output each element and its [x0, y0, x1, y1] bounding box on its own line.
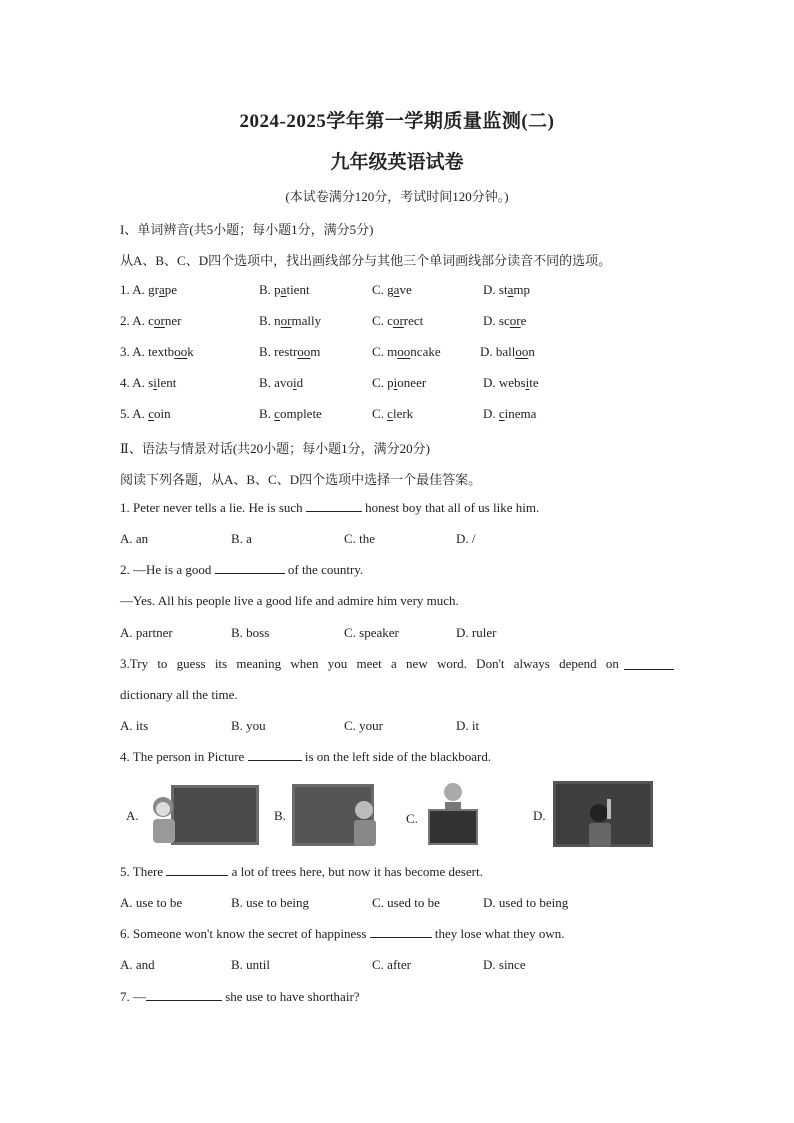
option: C. gave: [372, 282, 412, 297]
answer-blank: [248, 749, 302, 761]
picture-label-a: A.: [126, 808, 139, 823]
picture-label-c: C.: [406, 811, 418, 826]
page-subtitle: 九年级英语试卷: [330, 152, 464, 173]
question-2: 2. —He is a good of the country.: [120, 562, 364, 577]
option: A. use to be: [120, 895, 183, 910]
question: 3. A. textbook: [120, 344, 194, 359]
student-writing-icon: [583, 799, 623, 849]
option: A. partner: [120, 625, 173, 640]
exam-note: (本试卷满分120分，考试时间120分钟。): [285, 189, 509, 204]
option: B. a: [231, 531, 252, 546]
option: B. complete: [259, 406, 322, 421]
question: 5. A. coin: [120, 406, 171, 421]
option: C. the: [344, 531, 376, 546]
option: B. patient: [259, 282, 310, 297]
option: C. correct: [372, 313, 424, 328]
question: 1. A. grape: [120, 282, 178, 297]
answer-blank: [166, 864, 228, 876]
option: D. cinema: [483, 406, 537, 421]
option: B. use to being: [231, 895, 309, 910]
option: A. an: [120, 531, 149, 546]
option: B. avoid: [259, 375, 304, 390]
option: D. stamp: [483, 282, 530, 297]
answer-blank: [215, 562, 285, 574]
section1-heading: I、单词辨音(共5小题；每小题1分，满分5分): [120, 222, 374, 237]
answer-blank: [306, 500, 362, 512]
option: C. pioneer: [372, 375, 427, 390]
section2-heading: Ⅱ、语法与情景对话(共20小题；每小题1分，满分20分): [120, 441, 430, 456]
option: C. clerk: [372, 406, 414, 421]
option: B. until: [231, 957, 271, 972]
man-holding-board-icon: [423, 780, 483, 850]
option: C. used to be: [372, 895, 440, 910]
picture-a: [145, 785, 260, 847]
answer-blank: [370, 926, 432, 938]
option: D. balloon: [480, 344, 535, 359]
option: C. after: [372, 957, 411, 972]
option: A. its: [120, 718, 149, 733]
question: 2. A. corner: [120, 313, 182, 328]
picture-c: [423, 780, 483, 850]
option: B. restroom: [259, 344, 321, 359]
question-3: 3.Try to guess its meaning when you meet a new word. Don't always depend on: [120, 656, 619, 671]
question-6: 6. Someone won't know the secret of happiness they lose what they own.: [120, 926, 565, 941]
question-4: 4. The person in Picture is on the left side of the blackboard.: [120, 749, 492, 764]
question-1: 1. Peter never tells a lie. He is such honest boy that all of us like him.: [120, 500, 540, 515]
girl-icon: [145, 785, 185, 847]
question-5: 5. There a lot of trees here, but now it has become desert.: [120, 864, 483, 879]
picture-b: [292, 784, 376, 848]
option: B. boss: [231, 625, 270, 640]
option: C. speaker: [344, 625, 399, 640]
answer-blank: [624, 658, 674, 670]
answer-blank: [146, 989, 222, 1001]
option: B. normally: [259, 313, 322, 328]
question-7: 7. — she use to have shorthair?: [120, 989, 360, 1004]
section2-instruction: 阅读下列各题，从A、B、C、D四个选项中选择一个最佳答案。: [120, 472, 482, 487]
option: D. /: [456, 531, 476, 546]
picture-label-b: B.: [274, 808, 286, 823]
option: C. your: [344, 718, 383, 733]
option: B. you: [231, 718, 266, 733]
person-icon: [352, 798, 382, 848]
option: D. ruler: [456, 625, 497, 640]
question-3-cont: dictionary all the time.: [120, 687, 238, 702]
option: D. score: [483, 313, 527, 328]
option: D. used to being: [483, 895, 569, 910]
option: D. website: [483, 375, 539, 390]
picture-d: [553, 781, 653, 847]
page-title: 2024-2025学年第一学期质量监测(二): [239, 111, 555, 132]
option: C. mooncake: [372, 344, 441, 359]
option: A. and: [120, 957, 155, 972]
question: 4. A. silent: [120, 375, 177, 390]
question-2-reply: —Yes. All his people live a good life and admire him very much.: [120, 593, 459, 608]
picture-label-d: D.: [533, 808, 546, 823]
option: D. it: [456, 718, 480, 733]
option: D. since: [483, 957, 526, 972]
section1-instruction: 从A、B、C、D四个选项中，找出画线部分与其他三个单词画线部分读音不同的选项。: [120, 253, 612, 268]
